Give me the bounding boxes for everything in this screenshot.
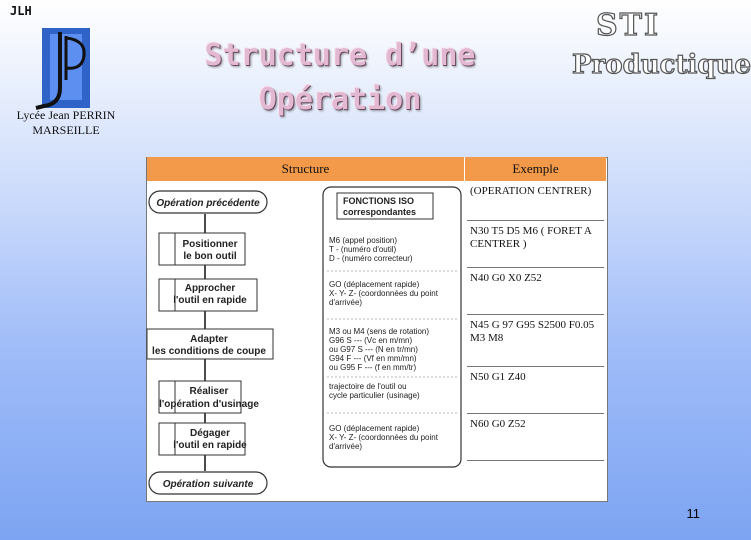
iso5-l2: X- Y- Z- (coordonnées du point	[329, 433, 438, 442]
example-cell: N40 G0 X0 Z52	[467, 268, 604, 315]
end-label: Opération suivante	[162, 479, 254, 490]
iso4-l1: trajectoire de l'outil ou	[329, 382, 407, 391]
brand-sti: STI	[596, 8, 661, 43]
step-label-3a: Adapter	[190, 334, 228, 345]
start-label: Opération précédente	[156, 198, 260, 209]
example-cell: N45 G 97 G95 S2500 F0.05 M3 M8	[467, 315, 604, 367]
step-label-1a: Positionner	[182, 239, 238, 250]
author-initials: JLH	[10, 4, 32, 18]
step-box-position	[159, 233, 245, 265]
example-cell: N50 G1 Z40	[467, 367, 604, 414]
step-box-approach	[159, 279, 257, 311]
example-cell: (OPERATION CENTRER)	[467, 181, 604, 221]
page-number: 11	[686, 506, 700, 521]
step-label-5a: Dégager	[189, 428, 231, 439]
step-box-retract	[159, 423, 247, 455]
iso-header-line1: FONCTIONS ISO	[343, 196, 415, 206]
step-label-3b: les conditions de coupe	[152, 346, 266, 357]
step-label-4a: Réaliser	[189, 386, 229, 397]
step-label-2b: l'outil en rapide	[173, 295, 247, 306]
iso4-l2: cycle particulier (usinage)	[329, 391, 420, 400]
iso3-l3: ou G97 S --- (N en tr/mn)	[329, 345, 418, 354]
school-label	[4, 108, 128, 138]
svg-text:correspondantes	[343, 207, 416, 217]
iso2-l1: GO (déplacement rapide)	[329, 280, 420, 289]
example-cell: N60 G0 Z52	[467, 414, 604, 461]
iso5-l1: GO (déplacement rapide)	[329, 424, 420, 433]
iso3-l2: G96 S --- (Vc en m/mn)	[329, 336, 413, 345]
slide-title	[170, 34, 510, 122]
operation-flowchart	[147, 181, 464, 500]
header-example: Exemple	[465, 157, 606, 181]
iso1-l3: D - (numéro correcteur)	[329, 254, 413, 263]
iso1-l1: M6 (appel position)	[329, 236, 398, 245]
school-city: MARSEILLE	[32, 123, 100, 137]
school-logo	[30, 26, 92, 114]
slide-title-line2: Opération	[258, 82, 422, 117]
iso3-l5: ou G95 F --- (f en mm/tr)	[329, 363, 417, 372]
iso3-l4: G94 F --- (Vf en mm/mn)	[329, 354, 417, 363]
svg-text:FONCTIONS ISO	[343, 196, 414, 206]
iso1-l2: T - (numéro d'outil)	[329, 245, 397, 254]
step-label-2a: Approcher	[184, 283, 236, 294]
iso2-l2: X- Y- Z- (coordonnées du point	[329, 289, 438, 298]
step-label-4b: l'opération d'usinage	[159, 399, 259, 410]
step-label-5b: l'outil en rapide	[173, 440, 247, 451]
slide-title-line1: Structure d’une	[204, 38, 476, 73]
iso5-l3: d'arrivée)	[329, 442, 363, 451]
step-box-machining	[159, 381, 259, 413]
header-structure: Structure	[147, 157, 465, 181]
iso-header-line2: correspondantes	[343, 207, 417, 217]
example-cell	[467, 461, 604, 500]
example-cell: N30 T5 D5 M6 ( FORET A CENTRER )	[467, 221, 604, 268]
step-box-adapt	[147, 329, 273, 359]
iso3-l1: M3 ou M4 (sens de rotation)	[329, 327, 430, 336]
school-name: Lycée Jean PERRIN	[16, 108, 116, 122]
iso2-l3: d'arrivée)	[329, 298, 363, 307]
step-label-1b: le bon outil	[183, 251, 237, 262]
brand-productique: Productique	[572, 50, 751, 80]
